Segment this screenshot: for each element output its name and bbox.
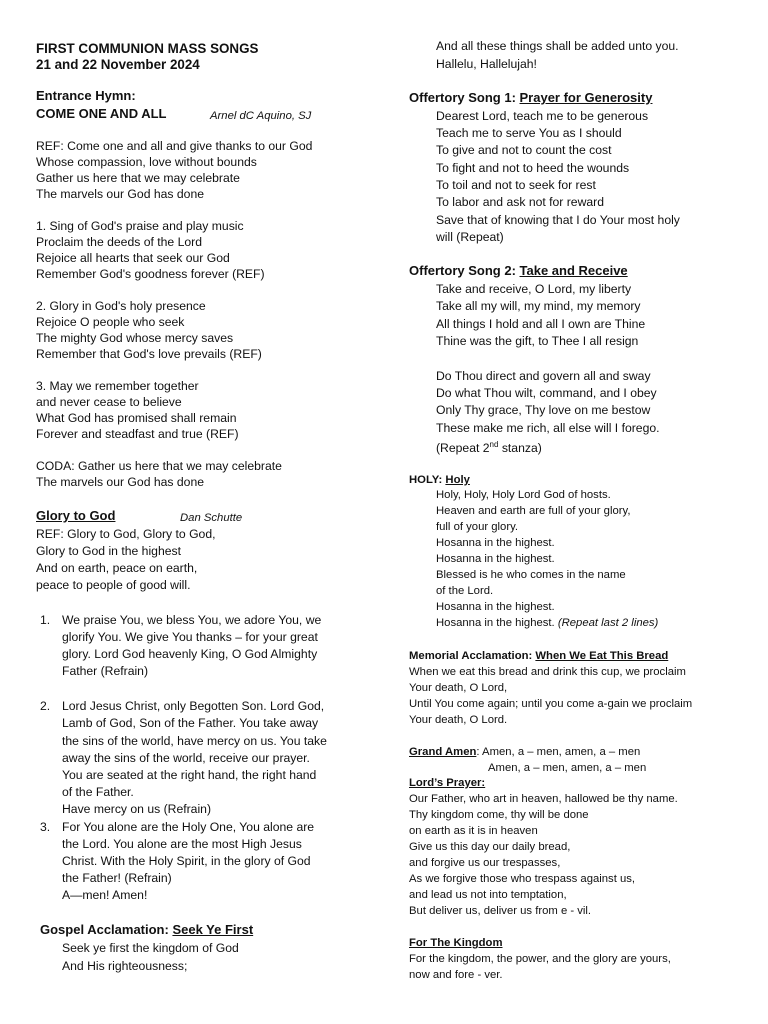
kingdom-title: For The Kingdom [409, 937, 503, 949]
amen-text: : Amen, a – men, amen, a – men [476, 746, 641, 758]
offertory1-line: To toil and not to seek for rest [436, 178, 596, 192]
offertory1-line: To give and not to count the cost [436, 143, 612, 157]
verse-line: glorify You. We give You thanks – for your great [62, 630, 318, 644]
offertory2-line: Thine was the gift, to Thee I all resign [436, 334, 639, 348]
entrance-line: Proclaim the deeds of the Lord [36, 235, 202, 249]
entrance-line: Remember that God's love prevails (REF) [36, 347, 262, 361]
entrance-line: Forever and steadfast and true (REF) [36, 427, 239, 441]
verse-line: You are seated at the right hand, the right hand [62, 768, 317, 782]
entrance-line: The marvels our God has done [36, 187, 205, 201]
verse-line: A—men! Amen! [62, 888, 148, 902]
holy-line: full of your glory. [436, 521, 519, 533]
verse-line: the sins of the world, have mercy on us. You take [62, 734, 327, 748]
offertory2-repeat-note [436, 437, 542, 456]
entrance-line: REF: Come one and all and give thanks to our God [36, 139, 313, 153]
prayer-line: on earth as it is in heaven [409, 825, 538, 837]
repeat-sup: nd [489, 440, 499, 449]
repeat-text: (Repeat 2 [436, 441, 490, 456]
verse-line: Lord Jesus Christ, only Begotten Son. Lord God, [62, 699, 325, 713]
holy-line: of the Lord. [436, 585, 494, 597]
offertory1-line: Dearest Lord, teach me to be generous [436, 109, 649, 123]
offertory2-line: All things I hold and all I own are Thine [436, 317, 646, 331]
prayer-line: But deliver us, deliver us from e - vil. [409, 905, 592, 917]
verse-line: of the Father. [62, 785, 134, 799]
memorial-line: Until You come again; until you come a-gain we proclaim [409, 698, 693, 710]
gospel-title: Seek Ye First [172, 922, 254, 937]
glory-line: REF: Glory to God, Glory to God, [36, 527, 216, 541]
holy-line: Heaven and earth are full of your glory, [436, 505, 631, 517]
prayer-line: Our Father, who art in heaven, hallowed be thy name. [409, 793, 678, 805]
prayer-line: Give us this day our daily bread, [409, 841, 571, 853]
offertory1-heading [409, 90, 652, 106]
offertory2-line: Do Thou direct and govern all and sway [436, 369, 651, 383]
memorial-line: Your death, O Lord, [409, 682, 508, 694]
holy-line: Hosanna in the highest. [436, 601, 555, 613]
offertory2-line: Take and receive, O Lord, my liberty [436, 282, 632, 296]
entrance-line: Gather us here that we may celebrate [36, 171, 240, 185]
prayer-line: Thy kingdom come, thy will be done [409, 809, 589, 821]
verse-line: Christ. With the Holy Spirit, in the glory of God [62, 854, 311, 868]
entrance-line: The mighty God whose mercy saves [36, 331, 234, 345]
entrance-line: Whose compassion, love without bounds [36, 155, 257, 169]
entrance-line: 3. May we remember together [36, 379, 199, 393]
glory-title: Glory to God [36, 508, 116, 523]
entrance-line: The marvels our God has done [36, 475, 205, 489]
holy-line: Hosanna in the highest. [436, 617, 558, 629]
prayer-line: As we forgive those who trespass against us, [409, 873, 636, 885]
verse-line: Father (Refrain) [62, 664, 149, 678]
glory-line: Glory to God in the highest [36, 544, 181, 558]
glory-line: peace to people of good will. [36, 578, 191, 592]
holy-last-line [436, 615, 658, 631]
offertory1-line: will (Repeat) [436, 230, 504, 244]
offertory2-line: Only Thy grace, Thy love on me bestow [436, 403, 651, 417]
holy-repeat-note: (Repeat last 2 lines) [557, 617, 659, 629]
prayer-line: and lead us not into temptation, [409, 889, 567, 901]
repeat-text: stanza) [498, 441, 542, 456]
offertory2-line: These make me rich, all else will I forego. [436, 421, 660, 435]
verse-line: the Lord. You alone are the most High Jesus [62, 837, 302, 851]
offertory1-line: To labor and ask not for reward [436, 195, 605, 209]
amen-line-2: Amen, a – men, amen, a – men [488, 762, 647, 774]
holy-title: Holy [445, 474, 470, 486]
gospel-line: Seek ye first the kingdom of God [62, 941, 239, 955]
gospel-heading [40, 922, 253, 938]
memorial-label: Memorial Acclamation: [409, 650, 536, 662]
amen-line-1 [409, 744, 640, 760]
page-title: FIRST COMMUNION MASS SONGS [36, 41, 259, 56]
prayer-line: and forgive us our trespasses, [409, 857, 561, 869]
holy-line: Hosanna in the highest. [436, 537, 555, 549]
gospel-line: Hallelu, Hallelujah! [436, 57, 537, 71]
verse-line: We praise You, we bless You, we adore You, we [62, 613, 322, 627]
offertory2-title: Take and Receive [519, 263, 628, 278]
verse-number: 1. [40, 613, 51, 627]
verse-line: the Father! (Refrain) [62, 871, 172, 885]
kingdom-line: now and fore - ver. [409, 969, 503, 981]
offertory2-line: Take all my will, my mind, my memory [436, 299, 641, 313]
verse-line: Have mercy on us (Refrain) [62, 802, 212, 816]
verse-line: away the sins of the world, receive our prayer. [62, 751, 310, 765]
holy-line: Holy, Holy, Holy Lord God of hosts. [436, 489, 611, 501]
offertory2-heading [409, 263, 628, 279]
entrance-line: Rejoice O people who seek [36, 315, 185, 329]
verse-number: 3. [40, 820, 51, 834]
gospel-label: Gospel Acclamation: [40, 922, 173, 937]
holy-heading [409, 472, 470, 488]
memorial-line: Your death, O Lord. [409, 714, 508, 726]
memorial-title: When We Eat This Bread [535, 650, 669, 662]
entrance-line: CODA: Gather us here that we may celebrate [36, 459, 282, 473]
offertory1-title: Prayer for Generosity [519, 90, 653, 105]
glory-line: And on earth, peace on earth, [36, 561, 198, 575]
offertory1-line: Save that of knowing that I do Your most holy [436, 213, 680, 227]
entrance-line: Remember God's goodness forever (REF) [36, 267, 265, 281]
page-date: 21 and 22 November 2024 [36, 57, 200, 72]
gospel-line: And all these things shall be added unto you. [436, 39, 679, 53]
holy-line: Blessed is he who comes in the name [436, 569, 626, 581]
entrance-line: What God has promised shall remain [36, 411, 237, 425]
offertory1-line: To fight and not to heed the wounds [436, 161, 630, 175]
entrance-line: Rejoice all hearts that seek our God [36, 251, 230, 265]
entrance-line: 1. Sing of God's praise and play music [36, 219, 244, 233]
glory-author: Dan Schutte [180, 512, 243, 524]
verse-line: glory. Lord God heavenly King, O God Almighty [62, 647, 318, 661]
kingdom-line: For the kingdom, the power, and the glory are yours, [409, 953, 671, 965]
verse-line: Lamb of God, Son of the Father. You take away [62, 716, 319, 730]
holy-line: Hosanna in the highest. [436, 553, 555, 565]
offertory2-label: Offertory Song 2: [409, 263, 520, 278]
memorial-heading [409, 648, 668, 664]
entrance-label: Entrance Hymn: [36, 88, 136, 103]
entrance-song-title: COME ONE AND ALL [36, 106, 167, 121]
entrance-line: 2. Glory in God's holy presence [36, 299, 206, 313]
verse-number: 2. [40, 699, 51, 713]
entrance-line: and never cease to believe [36, 395, 182, 409]
amen-label: Grand Amen [409, 746, 477, 758]
lords-prayer-title: Lord’s Prayer: [409, 777, 486, 789]
offertory2-line: Do what Thou wilt, command, and I obey [436, 386, 657, 400]
holy-label: HOLY: [409, 474, 446, 486]
memorial-line: When we eat this bread and drink this cup, we proclaim [409, 666, 686, 678]
verse-line: For You alone are the Holy One, You alone are [62, 820, 315, 834]
offertory1-label: Offertory Song 1: [409, 90, 520, 105]
entrance-author: Arnel dC Aquino, SJ [210, 110, 312, 122]
gospel-line: And His righteousness; [62, 959, 188, 973]
offertory1-line: Teach me to serve You as I should [436, 126, 622, 140]
